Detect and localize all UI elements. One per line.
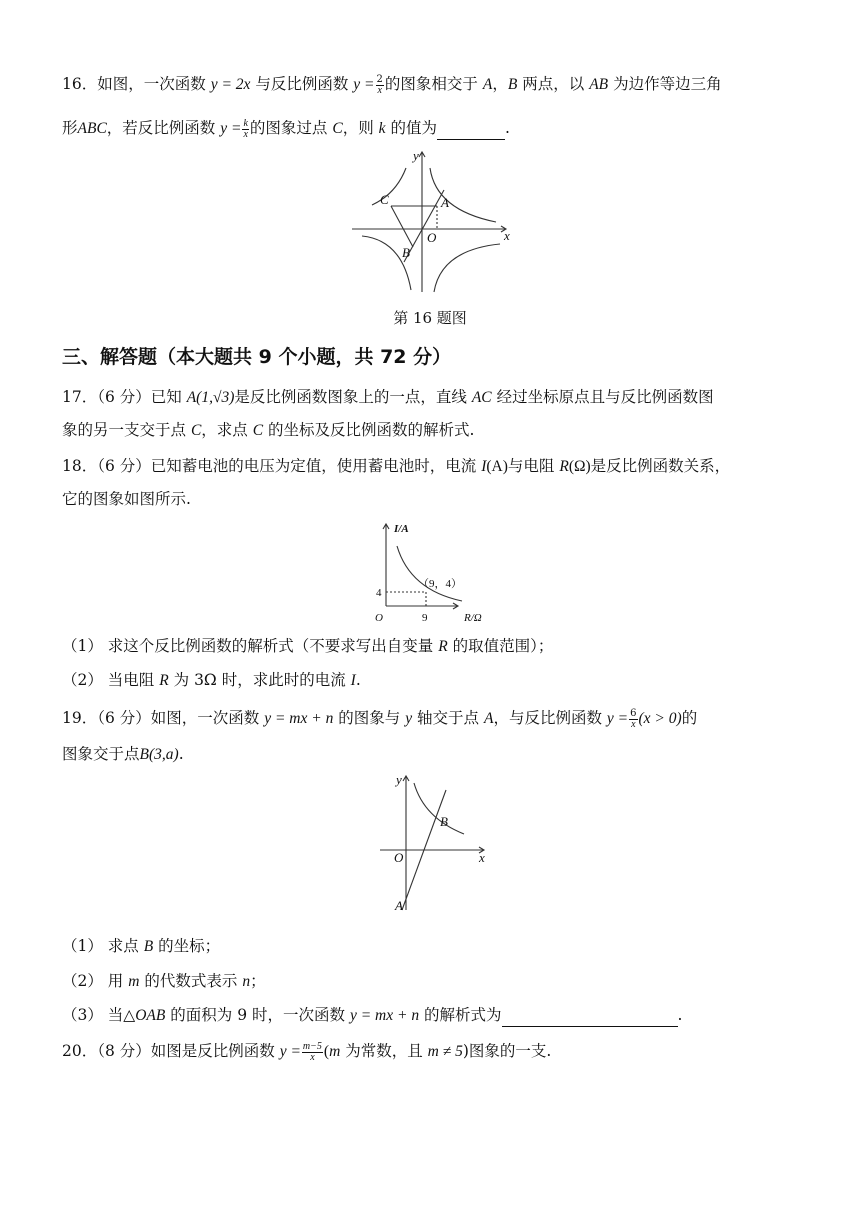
q18-part-2: （2） 当电阻 R 为 3Ω 时，求此时的电流 I. — [62, 671, 361, 689]
point-B-label: B — [402, 245, 410, 260]
q18-figure — [368, 516, 494, 624]
q20-line-1: 20．（8 分）如图是反比例函数 y = $\frac{m-5}{x}$ (m 为常数，且 m ≠ 5)图象的一支. — [62, 1040, 552, 1063]
q16-figure — [346, 146, 526, 296]
y-tick-label: 4 — [376, 587, 382, 599]
origin-label: O — [375, 612, 383, 624]
y-label: y — [413, 148, 419, 163]
q17-line-1: 17．（6 分）已知 A(1,√3)是反比例函数图象上的一点，直线 AC 经过坐标原点且与反比例函数图 — [62, 388, 714, 406]
y-axis-label: I/A — [394, 523, 409, 535]
q19-part-3: （3） 当△OAB 的面积为 9 时，一次函数 y = mx + n 的解析式为 . — [62, 1004, 804, 1027]
q19-part-1: （1） 求点 B 的坐标； — [62, 937, 221, 955]
curve-k-over-x-q4 — [434, 244, 500, 292]
q18-line-1: 18．（6 分）已知蓄电池的电压为定值，使用蓄电池时，电流 I(A)与电阻 R(Ω)是反比例函数关系， — [62, 457, 731, 475]
line-y-2x — [404, 190, 444, 262]
q16-caption: 第 16 题图 — [393, 309, 467, 327]
curve-I-R — [397, 546, 462, 601]
q17-line-2: 象的另一支交于点 C，求点 C 的坐标及反比例函数的解析式. — [62, 421, 475, 439]
q19-figure — [374, 770, 494, 916]
point-A-label: A — [395, 898, 403, 913]
y-label: y — [396, 772, 402, 787]
q18-part-1: （1） 求这个反比例函数的解析式（不要求写出自变量 R 的取值范围）； — [62, 637, 554, 655]
point-label: （9，4） — [418, 578, 462, 590]
section-heading: 三、解答题（本大题共 9 个小题，共 72 分） — [62, 346, 452, 368]
q19-line-2: 图象交于点B(3,a). — [62, 745, 184, 763]
x-tick-label: 9 — [422, 612, 428, 624]
curve-k-over-x-q2 — [372, 168, 406, 205]
q16-line-1: 16．如图，一次函数 y = 2x 与反比例函数 y = $\frac{2}{x}$ 的图象相交于 A，B 两点，以 AB 为边作等边三角 — [62, 73, 722, 96]
origin-label: O — [427, 230, 437, 245]
q16-line-2: 形ABC，若反比例函数 y = $\frac{k}{x}$ 的图象过点 C，则 k 的值为 . — [62, 117, 510, 140]
origin-label: O — [394, 850, 404, 865]
answer-blank — [502, 1008, 678, 1027]
x-label: x — [504, 228, 510, 243]
q19-part-2: （2） 用 m 的代数式表示 n； — [62, 972, 266, 990]
curve-2-over-x-q1 — [430, 168, 496, 222]
point-A-label: A — [441, 195, 449, 210]
answer-blank — [437, 121, 505, 140]
fraction: $\frac{2}{x}$ — [376, 73, 383, 96]
fraction: $\frac{m-5}{x}$ — [302, 1040, 322, 1063]
point-C-label: C — [380, 192, 389, 207]
q18-line-2: 它的图象如图所示. — [62, 490, 191, 508]
math: y = 2x — [210, 76, 251, 93]
fraction: $\frac{6}{x}$ — [630, 707, 637, 730]
q19-line-1: 19．（6 分）如图，一次函数 y = mx + n 的图象与 y 轴交于点 A，与反比例函数 y = $\frac{6}{x}$ (x > 0)的 — [62, 707, 698, 730]
x-axis-label: R/Ω — [464, 612, 482, 624]
point-B-label: B — [440, 814, 448, 829]
fraction: $\frac{k}{x}$ — [243, 117, 248, 140]
triangle-side-CB — [391, 206, 413, 247]
x-label: x — [479, 850, 485, 865]
